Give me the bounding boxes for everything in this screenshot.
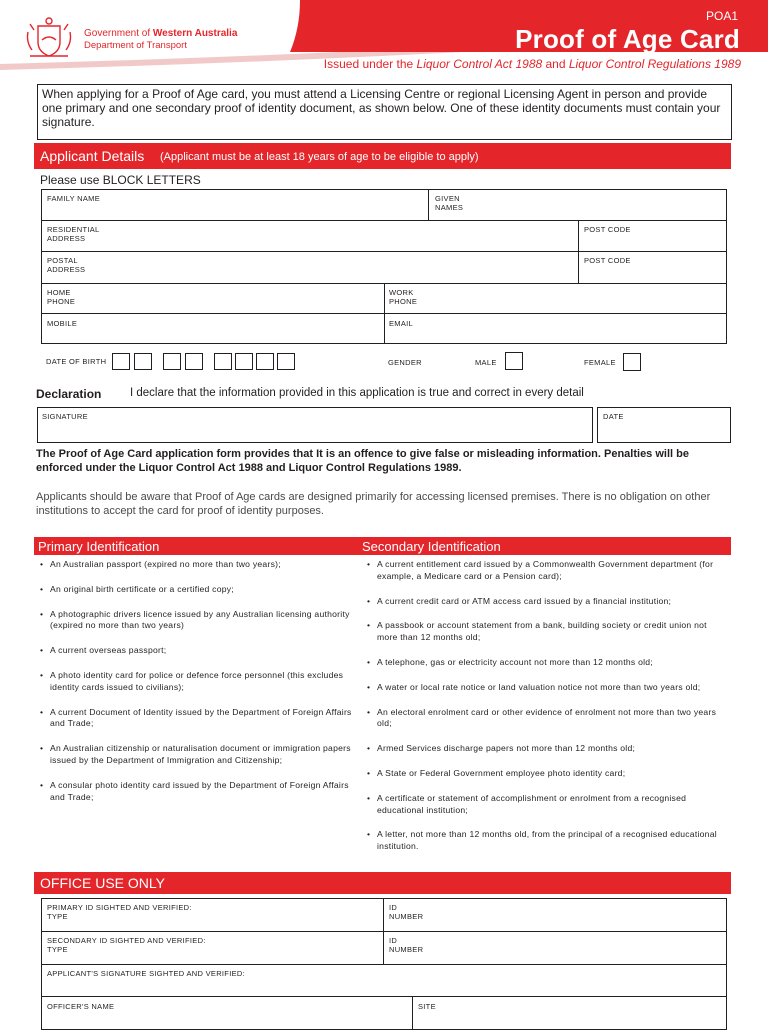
dob-year-3[interactable] [256, 353, 274, 370]
given-line-1: GIVEN [435, 194, 460, 203]
list-item: • A photo identity card for police or defence force personnel (this excludes identity cards issued to civilians); [36, 670, 356, 694]
list-item: • A current Document of Identity issued by the Department of Foreign Affairs and Trade; [36, 707, 356, 731]
family-name-field[interactable] [41, 189, 429, 221]
postcode-label: POST CODE [584, 256, 631, 265]
list-item: • An Australian passport (expired no more than two years); [36, 559, 356, 571]
list-item: • A letter, not more than 12 months old, from the principal of a recognised educational institution. [363, 829, 729, 853]
work-line-2: PHONE [389, 297, 418, 306]
office-primary-line-1: PRIMARY ID SIGHTED AND VERIFIED: [47, 903, 192, 912]
list-item: • A water or local rate notice or land valuation notice not more than two years old; [363, 682, 729, 694]
office-heading: OFFICE USE ONLY [40, 875, 165, 891]
department-name: Department of Transport [84, 40, 187, 51]
act-name: Liquor Control Act 1988 [416, 57, 543, 71]
dob-month-1[interactable] [163, 353, 181, 370]
list-item: • A current overseas passport; [36, 645, 356, 657]
gov-state: Western Australia [152, 28, 238, 39]
office-primary-type-field[interactable] [41, 898, 384, 932]
email-label: EMAIL [389, 319, 414, 328]
page-title: Proof of Age Card [515, 24, 740, 54]
office-id-line-1: ID [389, 936, 398, 945]
dob-year-1[interactable] [214, 353, 232, 370]
res-line-1: RESIDENTIAL [47, 225, 100, 234]
intro-text: When applying for a Proof of Age card, you must attend a Licensing Centre or regional Licensing Agent in person and provide one primary and one secondary proof of identity document, as shown below. One of these identity documents must contain your signature. [42, 87, 721, 129]
mobile-label: MOBILE [47, 319, 78, 328]
postcode-label: POST CODE [584, 225, 631, 234]
female-checkbox[interactable] [623, 353, 641, 371]
dob-day-1[interactable] [112, 353, 130, 370]
list-item: • A telephone, gas or electricity account not more than 12 months old; [363, 657, 729, 669]
issued-prefix: Issued under the [323, 57, 417, 71]
given-names-field[interactable] [428, 189, 727, 221]
residential-label [47, 225, 578, 243]
dob-label: DATE OF BIRTH [46, 357, 107, 366]
list-item: • An Australian citizenship or naturalisation document or immigration papers issued by the Department of Immigration and Citizenship; [36, 743, 356, 767]
date-label: DATE [603, 412, 624, 421]
declaration-label: Declaration [36, 387, 102, 401]
list-item: • A current credit card or ATM access card issued by a financial institution; [363, 596, 729, 608]
home-phone-field[interactable] [41, 283, 385, 314]
male-checkbox[interactable] [505, 352, 523, 370]
applicant-heading: Applicant Details [40, 148, 145, 164]
office-secondary-id-label [389, 936, 726, 954]
block-letters-note: Please use BLOCK LETTERS [40, 173, 201, 187]
list-item: • A consular photo identity card issued by the Department of Foreign Affairs and Trade; [36, 780, 356, 804]
form-code: POA1 [705, 9, 738, 23]
primary-id-list [36, 559, 356, 816]
intro-box [37, 84, 732, 140]
office-secondary-label [47, 936, 383, 954]
given-names-label [435, 194, 726, 212]
mobile-field[interactable] [41, 313, 385, 344]
list-item: • A certificate or statement of accomplishment or enrolment from a recognised educational institution; [363, 793, 729, 817]
officer-name-field[interactable] [41, 996, 413, 1030]
home-phone-label [47, 288, 384, 306]
list-item: • A current entitlement card issued by a Commonwealth Government department (for example, a Medicare card or a Pension card); [363, 559, 729, 583]
residential-postcode-field[interactable] [578, 220, 727, 252]
office-primary-line-2: TYPE [47, 912, 68, 921]
office-secondary-line-1: SECONDARY ID SIGHTED AND VERIFIED: [47, 936, 206, 945]
wa-crest-icon [20, 12, 78, 62]
list-item: • Armed Services discharge papers not more than 12 months old; [363, 743, 729, 755]
penalty-warning: The Proof of Age Card application form provides that It is an offence to give false or misleading information. Penalties will be enforced under the Liquor Control Act 1988 and Liquor Control Regulations 1989. [36, 448, 689, 474]
home-line-2: PHONE [47, 297, 76, 306]
office-id-line-2: NUMBER [389, 945, 424, 954]
work-line-1: WORK [389, 288, 414, 297]
residential-address-field[interactable] [41, 220, 579, 252]
office-secondary-id-field[interactable] [383, 931, 727, 965]
signature-field[interactable] [37, 407, 593, 443]
dob-year-4[interactable] [277, 353, 295, 370]
office-secondary-type-field[interactable] [41, 931, 384, 965]
family-name-label: FAMILY NAME [47, 194, 101, 203]
awareness-note: Applicants should be aware that Proof of Age cards are designed primarily for accessing licensed premises. There is no obligation on other institutions to accept the card for proof of identity purposes. [36, 491, 711, 517]
regulations-name: Liquor Control Regulations 1989 [568, 57, 741, 71]
applicant-note: (Applicant must be at least 18 years of age to be eligible to apply) [160, 151, 479, 163]
office-primary-id-field[interactable] [383, 898, 727, 932]
gender-label: GENDER [388, 358, 422, 367]
list-item: • A State or Federal Government employee photo identity card; [363, 768, 729, 780]
applicant-details-header [34, 143, 731, 169]
dob-day-2[interactable] [134, 353, 152, 370]
female-label: FEMALE [584, 358, 616, 367]
gov-prefix: Government of [84, 28, 153, 39]
dob-year-2[interactable] [235, 353, 253, 370]
list-item: • A photographic drivers licence issued by any Australian licensing authority (expired no more than two years) [36, 609, 356, 633]
officer-name-label: OFFICER'S NAME [47, 1002, 115, 1011]
work-phone-label [389, 288, 726, 306]
postal-address-field[interactable] [41, 251, 579, 284]
site-field[interactable] [412, 996, 727, 1030]
office-use-header [34, 872, 731, 894]
primary-heading: Primary Identification [38, 539, 160, 554]
office-signature-verified-field[interactable] [41, 964, 727, 997]
secondary-heading: Secondary Identification [362, 539, 501, 554]
identification-header [34, 537, 731, 555]
secondary-id-list [363, 559, 729, 866]
date-field[interactable] [597, 407, 731, 443]
postal-line-1: POSTAL [47, 256, 78, 265]
issued-and: and [542, 57, 569, 71]
office-primary-id-label [389, 903, 726, 921]
declaration-text: I declare that the information provided in this application is true and correct in every detail [130, 387, 584, 399]
dob-month-2[interactable] [185, 353, 203, 370]
office-secondary-line-2: TYPE [47, 945, 68, 954]
res-line-2: ADDRESS [47, 234, 86, 243]
given-line-2: NAMES [435, 203, 464, 212]
office-id-line-1: ID [389, 903, 398, 912]
email-field[interactable] [384, 313, 727, 344]
list-item: • A passbook or account statement from a bank, building society or credit union not more than 12 months old; [363, 620, 729, 644]
postal-postcode-field[interactable] [578, 251, 727, 284]
office-primary-label [47, 903, 383, 921]
list-item: • An original birth certificate or a certified copy; [36, 584, 356, 596]
male-label: MALE [475, 358, 497, 367]
signature-label: SIGNATURE [42, 412, 88, 421]
office-signature-label: APPLICANT'S SIGNATURE SIGHTED AND VERIFIED: [47, 969, 245, 978]
postal-label [47, 256, 578, 274]
government-title [84, 28, 237, 40]
list-item: • An electoral enrolment card or other evidence of enrolment not more than two years old; [363, 707, 729, 731]
office-id-line-2: NUMBER [389, 912, 424, 921]
postal-line-2: ADDRESS [47, 265, 86, 274]
home-line-1: HOME [47, 288, 71, 297]
issued-under [324, 57, 741, 71]
work-phone-field[interactable] [384, 283, 727, 314]
site-label: SITE [418, 1002, 436, 1011]
